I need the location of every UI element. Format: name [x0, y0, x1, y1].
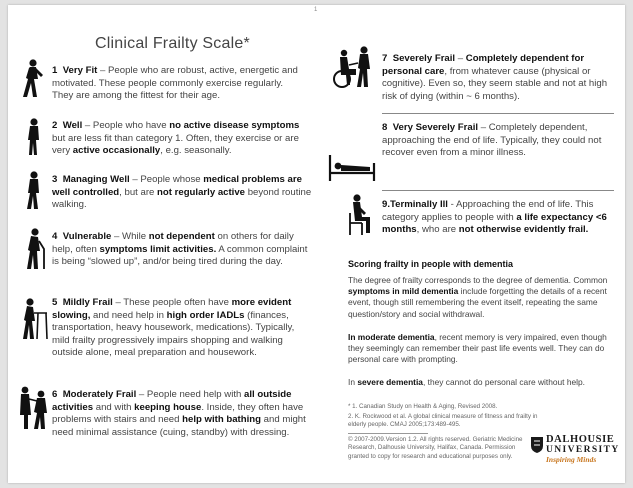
level-1-entry: 1 Very Fit – People who are robust, active, energetic and motivated. These people commonly exercise regularly. They are among the fittest for their age.: [52, 65, 298, 102]
level-4-entry: 4 Vulnerable – While not dependent on others for daily help, often symptoms limit activities. A common complaint is being “slowed up”, and/or being tired during the day.: [52, 231, 308, 268]
divider: [382, 190, 614, 191]
well-person-icon: [22, 118, 46, 156]
dementia-paragraph-3: In severe dementia, they cannot do personal care without help.: [348, 377, 585, 387]
footnote-1: * 1. Canadian Study on Health & Aging, Revised 2008.: [348, 403, 498, 410]
copyright-note: © 2007-2009.Version 1.2. All rights reserved. Geriatric Medicine Research, Dalhousie University, Halifax, Canada. Permission granted to copy for research and educational purposes only.: [348, 436, 523, 460]
logo-tagline: Inspiring Minds: [546, 455, 597, 464]
dementia-heading: Scoring frailty in people with dementia: [348, 259, 514, 269]
level-5-entry: 5 Mildly Frail – These people often have more evident slowing, and need help in high order IADLs (finances, transportation, heavy housework, medications). Typically, mild frailty progressively impairs shopping and walking outside alone, meal preparation and housework.: [52, 297, 295, 359]
document-page: [8, 5, 625, 483]
level-8-entry: 8 Very Severely Frail – Completely dependent, approaching the end of life. Typically, they could not recover even from a minor illness.: [382, 122, 602, 159]
level-9-entry: 9.Terminally Ill - Approaching the end of life. This category applies to people with a life expectancy <6 months, who are not otherwise evidently frail.: [382, 199, 607, 236]
dementia-paragraph-1: The degree of frailty corresponds to the degree of dementia. Common symptoms in mild dementia include forgetting the details of a recent event, though still remembering the event itself, repeating the same question/story and social withdrawal.: [348, 275, 608, 319]
level-2-entry: 2 Well – People who have no active disease symptoms but are less fit than category 1. Often, they exercise or are very active occasionally, e.g. seasonally.: [52, 120, 300, 157]
seated-person-icon: [342, 193, 374, 237]
logo-line-1: DALHOUSIE: [546, 434, 615, 445]
level-6-entry: 6 Moderately Frail – People need help with all outside activities and with keeping house. Inside, they often have problems with stairs and need help with bathing and might need minimal assistance (cuing, standby) with dressing.: [52, 389, 306, 438]
bedridden-icon: [326, 151, 378, 183]
dementia-paragraph-2: In moderate dementia, recent memory is very impaired, even though they seemingly can remember their past life events well. They can do personal care with prompting.: [348, 332, 607, 365]
wheelchair-icon: [328, 45, 378, 89]
level-3-entry: 3 Managing Well – People whose medical problems are well controlled, but are not regularly active beyond routine walking.: [52, 174, 312, 211]
level-7-entry: 7 Severely Frail – Completely dependent for personal care, from whatever cause (physical or cognitive). Even so, they seem stable and not at high risk of dying (within ~ 6 months).: [382, 53, 608, 102]
footnote-2: 2. K. Rockwood et al. A global clinical measure of fitness and frailty in elderly people. CMAJ 2005;173:489-495.: [348, 413, 538, 429]
walker-person-icon: [20, 297, 50, 341]
divider: [382, 113, 614, 114]
divider: [348, 433, 428, 434]
page-number: 1: [314, 7, 318, 13]
logo-line-2: UNIVERSITY: [546, 445, 620, 455]
cane-person-icon: [22, 227, 50, 271]
page-title: Clinical Frailty Scale*: [95, 35, 250, 52]
walking-person-icon: [22, 171, 46, 211]
fit-person-icon: [20, 59, 46, 99]
shield-icon: [530, 436, 544, 454]
assisted-persons-icon: [16, 385, 52, 431]
